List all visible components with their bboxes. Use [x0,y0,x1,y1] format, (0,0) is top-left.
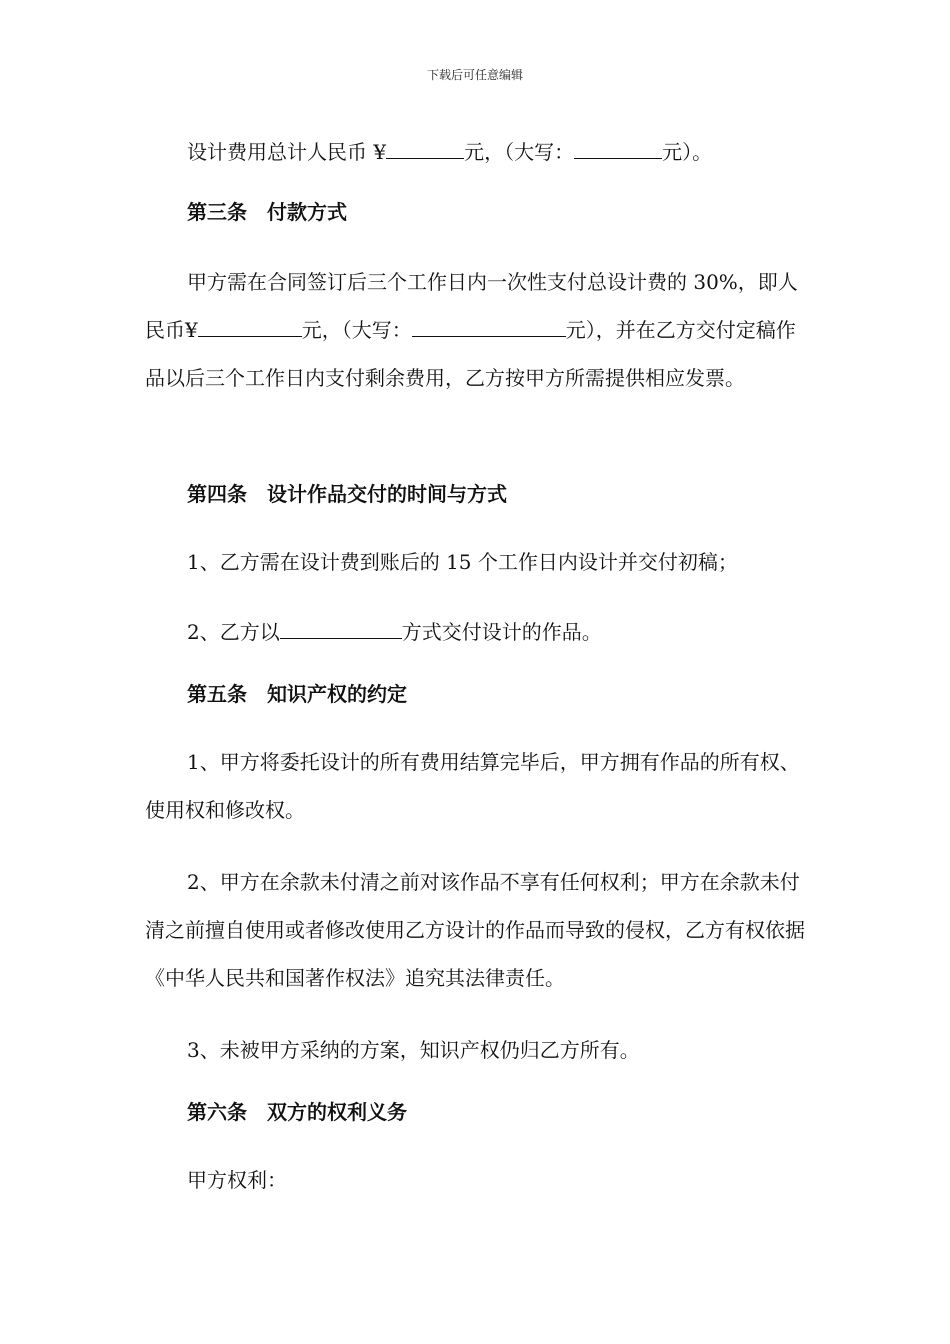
blank-deposit-amount [198,316,302,337]
blank-amount-words [574,138,662,159]
blank-deposit-words [412,316,566,337]
article-4-item-1: 1、乙方需在设计费到账后的 15 个工作日内设计并交付初稿； [187,550,738,574]
article-5-title: 第五条 知识产权的约定 [187,682,407,706]
party-a-rights-label: 甲方权利： [187,1168,287,1192]
blank-delivery-method [280,618,402,639]
article-3-title: 第三条 付款方式 [187,200,347,224]
article-3-paragraph: 甲方需在合同签订后三个工作日内一次性支付总设计费的 30%，即人民币¥ 元，（大写： 元），并在乙方交付定稿作品以后三个工作日内支付剩余费用，乙方按甲方所需提供相应发票。 [145,270,798,390]
article-5-item-3: 3、未被甲方采纳的方案，知识产权仍归乙方所有。 [187,1038,640,1062]
article-5-item-2: 2、甲方在余款未付清之前对该作品不享有任何权利；甲方在余款未付清之前擅自使用或者修改使用乙方设计的作品而导致的侵权，乙方有权依据《中华人民共和国著作权法》追究其法律责任。 [145,870,805,990]
blank-amount [386,138,464,159]
article-4-title: 第四条 设计作品交付的时间与方式 [187,482,507,506]
article-5-item-1: 1、甲方将委托设计的所有费用结算完毕后，甲方拥有作品的所有权、使用权和修改权。 [145,750,800,822]
fee-total-paragraph: 设计费用总计人民币 ¥ 元，（大写： 元）。 [187,140,713,164]
article-6-title: 第六条 双方的权利义务 [187,1100,407,1124]
article-4-item-2: 2、乙方以 方式交付设计的作品。 [187,620,602,644]
page-header: 下载后可任意编辑 [426,68,523,82]
